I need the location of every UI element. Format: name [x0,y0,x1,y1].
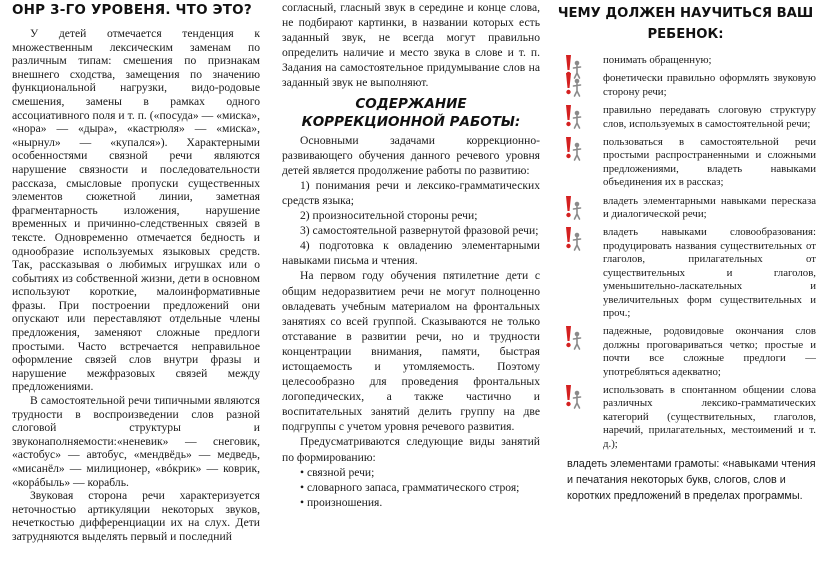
skill-text: падежные, родовидовые окончания слов должны проговариваться четко; простые и почти все сложные предлоги — употребляться адекватно; [603,325,816,378]
list-item: 1) понимания речи и лексико-грамматических средств языка; [282,178,540,207]
exclamation-person-icon [563,226,585,252]
exclamation-person-icon [563,104,585,130]
skill-text: фонетически правильно оформлять звуковую сторону речи; [603,72,816,98]
exclamation-person-icon [563,136,585,162]
middle-column [278,0,544,561]
skill-list-item [555,104,816,131]
skill-text: владеть навыками словообразования: продуцировать названия существительных от глаголов, прилагательных от существительных и глаголов, уменьшительно-ласкательных и увеличительных форм существительных и проч.; [603,226,816,319]
skill-text: правильно передавать слоговую структуру слов, используемых в самостоятельной речи; [603,104,816,130]
skill-text: понимать обращенную; [603,54,712,66]
skill-list [555,54,816,451]
list-item: 3) самостоятельной развернутой фразовой речи; [300,224,539,238]
bullet-item: • произношения. [300,495,383,509]
paragraph: В самостоятельной речи типичными являются трудности в воспроизведении слов разной слоговой структуры и звуконаполняемости:«неневик» — снеговик, «астобус» — автобус, «мендвёдь» — медведь, «мисанёл» — милиционер, «вóкрик» — коврик, «корáбыль» — корабль. [12,394,260,489]
skill-list-item [555,72,816,99]
left-column [0,0,270,561]
skill-list-item [555,226,816,320]
skill-list-item [555,136,816,190]
paragraph: У детей отмечается тенденция к множественным лексическим заменам по различным типам: смешения по признакам внешнего сходства, замещения по значению функциональной нагрузки, видо-родовые смешения, замены в рамках одного ассоциативного поля и т. п. («посуда» — «миска», «нора» — «дыра», «кастрюля» — «миска», «нырнул» — «купался»). Характерными особенностями связной речи являются нарушение связности и последовательности рассказа, смысловые пропуски существенных элементов сюжетной линии, заметная фрагментарность изложения, нарушение временных и причинно-следственных связей в тексте. Одновременно отмечается бедность и однообразие используемых языковых средств. Так, рассказывая о любимых игрушках или о событиях из собственной жизни, дети в основном используют короткие, малоинформативные фразы. При построении предложений они опускают или переставляют отдельные члены предложения, заменяют сложные предлоги простыми. Часто встречается неправильное оформление связей слов внутри фразы и нарушение межфразовых связей между предложениями. [12,27,260,394]
skill-list-item [555,384,816,451]
paragraph: Основными задачами коррекционно-развивающего обучения данного речевого уровня детей является продолжение работы по развитию: [282,133,540,177]
section-title: ЧЕМУ ДОЛЖЕН НАУЧИТЬСЯ ВАШ РЕБЕНОК: [557,6,814,42]
skill-text: владеть элементарными навыками пересказа и диалогической речи; [603,194,816,221]
section-title: ОНР 3-ГО УРОВЕНЯ. ЧТО ЭТО? [12,2,252,18]
right-column [553,0,816,561]
exclamation-person-icon [563,384,585,410]
skill-text: пользоваться в самостоятельной речи простыми распространенными и сложными предложениями, владеть навыками объединения их в рассказ; [603,136,816,189]
bullet-item: • словарного запаса, грамматического строя; [300,480,520,494]
closing-text: владеть элементами грамоты: «навыками чтения и печатания некоторых букв, слогов, слов и коротких предложений в пределах программы. [567,457,816,502]
skill-list-item [555,325,816,379]
skill-list-item [555,195,816,222]
skill-list-item [555,54,816,67]
exclamation-person-icon [563,325,585,351]
list-item: 2) произносительной стороны речи; [300,209,478,223]
list-item: 4) подготовка к овладению элементарными навыками письма и чтения. [282,239,540,268]
paragraph: На первом году обучения пятилетние дети с общим недоразвитием речи не могут полноценно овладевать учебным материалом на фронтальных занятиях со всей группой. Сказываются не только отставание в развитии речи, но и трудности концентрации внимания, памяти, быстрая истощаемость и утомляемость. Поэтому целесообразно для проведения фронтальных логопедических, а также частично и воспитательных занятий делить группу на две подгруппы с учетом уровня речевого развития. [282,269,540,434]
exclamation-person-icon [563,195,585,221]
paragraph: Звуковая сторона речи характеризуется неточностью артикуляции некоторых звуков, нечеткостью дифференциации их на слух. Дети затрудняются выделять первый и последний [12,489,260,543]
exclamation-person-icon [563,72,585,98]
section-title: СОДЕРЖАНИЕ КОРРЕКЦИОННОЙ РАБОТЫ: [301,95,521,130]
paragraph: Предусматриваются следующие виды занятий по формированию: [282,435,540,464]
skill-text: использовать в спонтанном общении слова различных лексико-грамматических категорий (существительных, глаголов, наречий, прилагательных, местоимений и т. д.); [603,383,816,450]
bullet-item: • связной речи; [300,465,375,479]
paragraph: согласный, гласный звук в середине и конце слова, не подбирают картинки, в названии которых есть заданный звук, не всегда могут правильно определить наличие и место звука в слове и т. п. Задания на самостоятельное придумывание слов на заданный звук не выполняют. [282,1,540,90]
